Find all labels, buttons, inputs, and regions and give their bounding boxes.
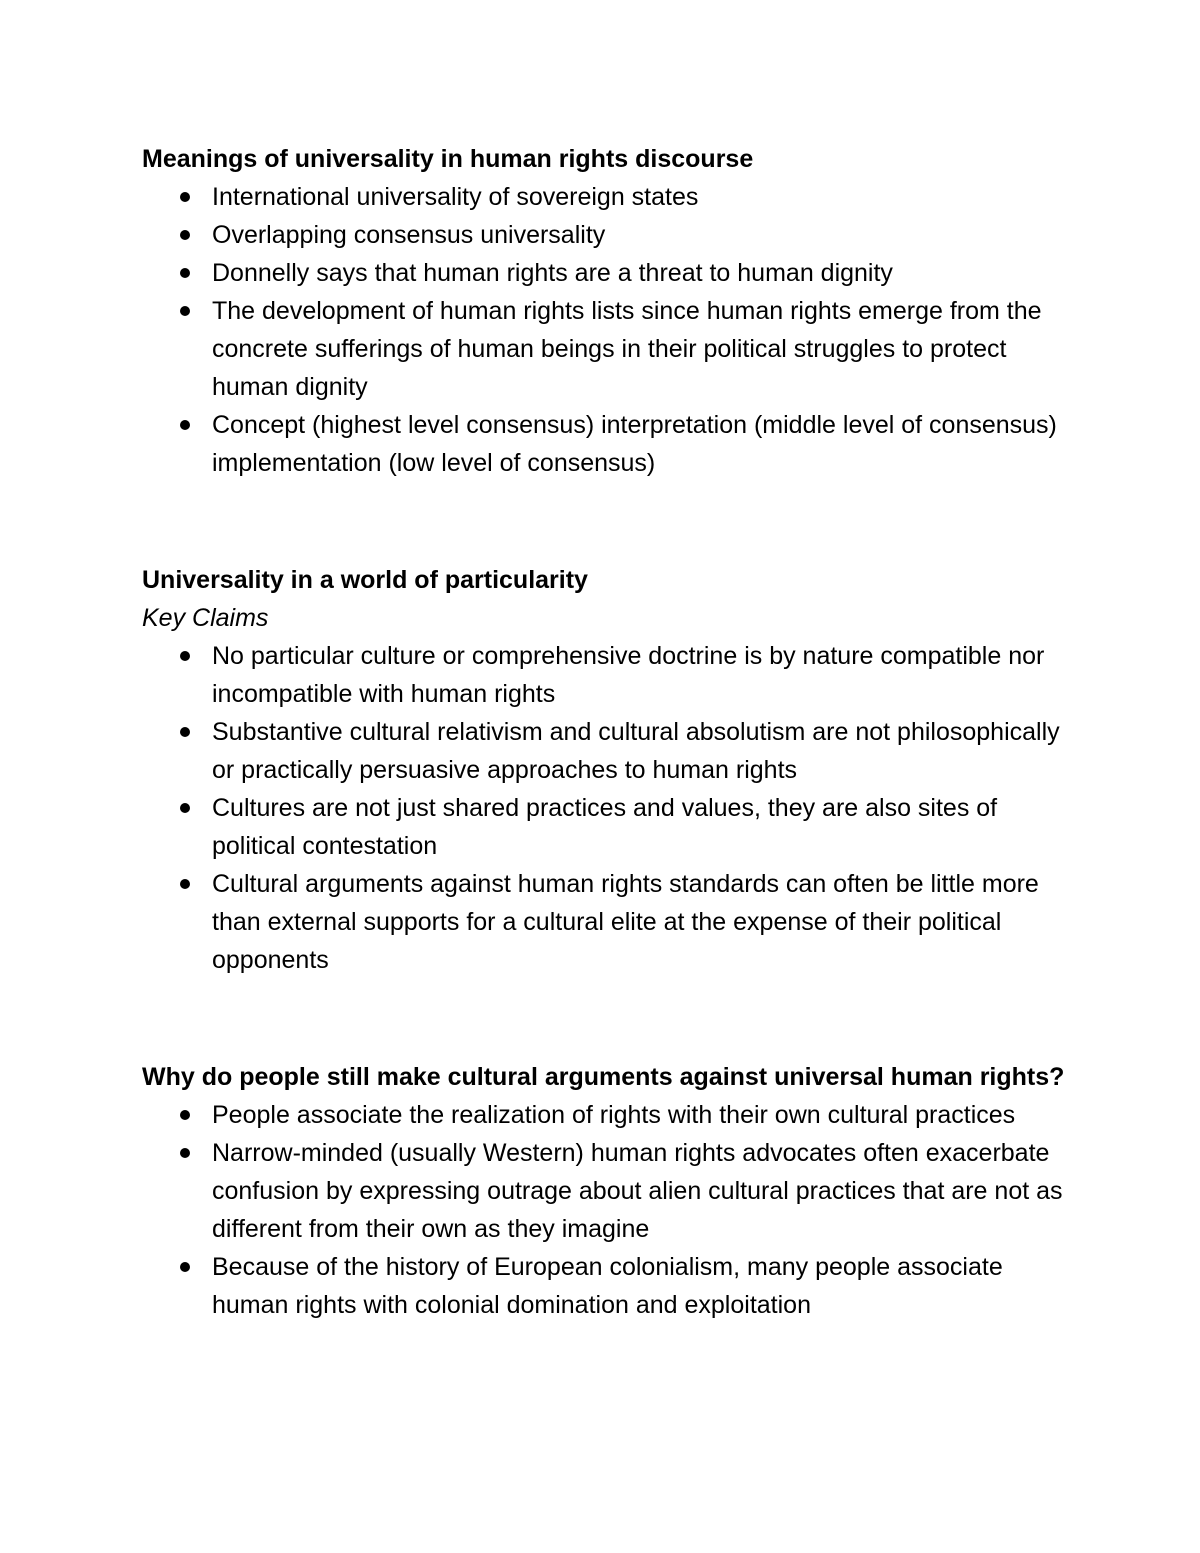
list-item-text: Cultural arguments against human rights standards can often be little more than external supports for a cultural elite at the expense of their political opponents — [212, 870, 1039, 974]
list-item — [142, 1134, 1072, 1248]
list-item-text: Narrow-minded (usually Western) human rights advocates often exacerbate confusion by expressing outrage about alien cultural practices that are not as different from their own as they imagine — [212, 1139, 1063, 1243]
list-item-text: Overlapping consensus universality — [212, 221, 606, 249]
list-item — [142, 292, 1072, 406]
bullet-icon — [180, 230, 190, 240]
section-subheading: Key Claims — [142, 604, 269, 632]
bullet-icon — [180, 1148, 190, 1158]
section-heading: Universality in a world of particularity — [142, 566, 588, 594]
list-item — [142, 254, 1072, 292]
list-item — [142, 865, 1072, 979]
list-item-text: Because of the history of European colonialism, many people associate human rights with colonial domination and exploitation — [212, 1253, 1003, 1319]
bullet-icon — [180, 651, 190, 661]
list-item-text: No particular culture or comprehensive doctrine is by nature compatible nor incompatible with human rights — [212, 642, 1045, 708]
bullet-list — [142, 178, 1072, 482]
section-heading: Why do people still make cultural arguments against universal human rights? — [142, 1063, 1065, 1091]
list-item — [142, 216, 1072, 254]
list-item — [142, 1248, 1072, 1324]
bullet-icon — [180, 727, 190, 737]
section-universality-in-particularity — [142, 561, 1072, 979]
list-item — [142, 713, 1072, 789]
section-heading: Meanings of universality in human rights discourse — [142, 145, 754, 173]
bullet-icon — [180, 803, 190, 813]
list-item-text: People associate the realization of rights with their own cultural practices — [212, 1101, 1016, 1129]
list-item — [142, 637, 1072, 713]
list-item-text: Donnelly says that human rights are a threat to human dignity — [212, 259, 893, 287]
bullet-list — [142, 1096, 1072, 1324]
bullet-list — [142, 637, 1072, 979]
bullet-icon — [180, 1262, 190, 1272]
bullet-icon — [180, 306, 190, 316]
bullet-icon — [180, 420, 190, 430]
section-cultural-arguments — [142, 1058, 1072, 1324]
list-item-text: Substantive cultural relativism and cultural absolutism are not philosophically or practically persuasive approaches to human rights — [212, 718, 1060, 784]
list-item — [142, 789, 1072, 865]
list-item — [142, 1096, 1072, 1134]
bullet-icon — [180, 268, 190, 278]
list-item-text: Concept (highest level consensus) interpretation (middle level of consensus) implementation (low level of consensus) — [212, 411, 1057, 477]
list-item-text: Cultures are not just shared practices and values, they are also sites of political contestation — [212, 794, 998, 860]
list-item — [142, 406, 1072, 482]
list-item-text: The development of human rights lists since human rights emerge from the concrete sufferings of human beings in their political struggles to protect human dignity — [212, 297, 1042, 401]
bullet-icon — [180, 879, 190, 889]
list-item-text: International universality of sovereign states — [212, 183, 699, 211]
bullet-icon — [180, 192, 190, 202]
bullet-icon — [180, 1110, 190, 1120]
section-meanings-of-universality — [142, 140, 1072, 482]
list-item — [142, 178, 1072, 216]
